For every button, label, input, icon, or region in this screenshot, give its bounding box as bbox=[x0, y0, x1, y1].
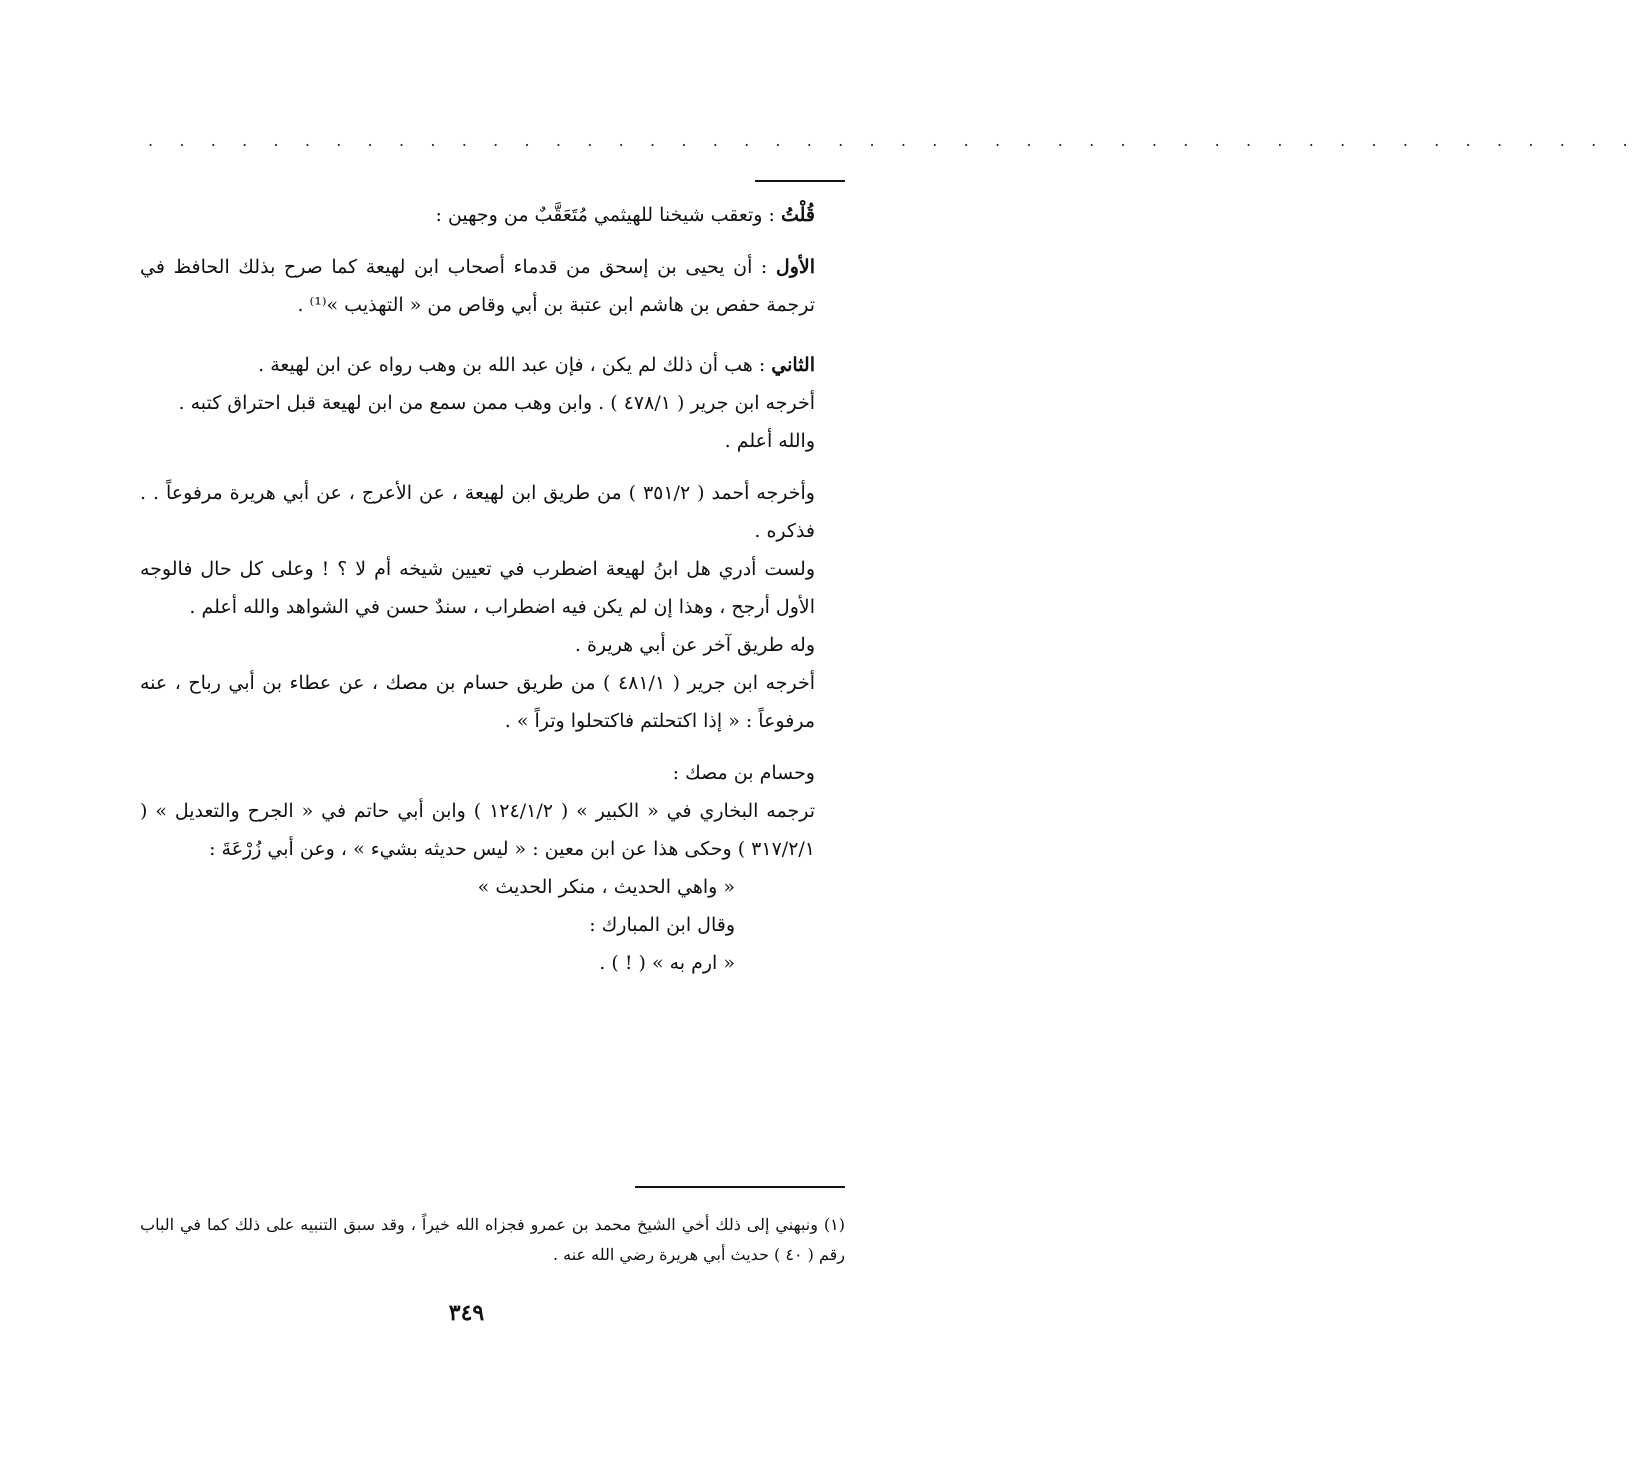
paragraph-tarjamah: ترجمه البخاري في « الكبير » ( ١٢٤/١/٢ ) وابن أبي حاتم في « الجرح والتعديل » ( ٣١٧/٢/١ ) وحكى هذا عن ابن معين : « ليس حديثه بشيء » ، وعن أبي زُرْعَةَ : bbox=[140, 800, 815, 860]
paragraph-ibn-jarir-478: أخرجه ابن جرير ( ٤٧٨/١ ) . وابن وهب ممن سمع من ابن لهيعة قبل احتراق كتبه . bbox=[178, 392, 815, 414]
footnote bbox=[140, 1210, 845, 1270]
paragraph-ahmad-351: وأخرجه أحمد ( ٣٥١/٢ ) من طريق ابن لهيعة ، عن الأعرج ، عن أبي هريرة مرفوعاً . . فذكره . bbox=[140, 482, 815, 542]
quote-wahi-alhadith: « واهي الحديث ، منكر الحديث » bbox=[477, 876, 735, 898]
paragraph-ibn-mubarak: وقال ابن المبارك : bbox=[589, 914, 735, 936]
paragraph-idtirab: ولست أدري هل ابنُ لهيعة اضطرب في تعيين شيخه أم لا ؟ ! وعلى كل حال فالوجه الأول أرجح ، وهذا إن لم يكن فيه اضطراب ، سندٌ حسن في الشواهد والله أعلم . bbox=[140, 558, 815, 618]
paragraph-qultu: قُلْتُ : وتعقب شيخنا للهيثمي مُتَعَقَّبٌ من وجهين : bbox=[435, 204, 815, 226]
paragraph-first-point: الأول : أن يحيى بن إسحق من قدماء أصحاب ابن لهيعة كما صرح بذلك الحافظ في ترجمة حفص بن هاشم ابن عتبة بن أبي وقاص من « التهذيب »⁽¹⁾ . bbox=[140, 256, 815, 316]
paragraph-another-route: وله طريق آخر عن أبي هريرة . bbox=[574, 634, 815, 656]
page-number: ٣٤٩ bbox=[448, 1300, 485, 1326]
paragraph-hussam-heading: وحسام بن مصك : bbox=[672, 762, 815, 784]
short-top-rule bbox=[755, 180, 845, 182]
paragraph-allah-alam: والله أعلم . bbox=[724, 430, 815, 452]
paragraph-ibn-jarir-481: أخرجه ابن جرير ( ٤٨١/١ ) من طريق حسام بن مصك ، عن عطاء بن أبي رباح ، عنه مرفوعاً : « إذا اكتحلتم فاكتحلوا وتراً » . bbox=[140, 672, 816, 732]
quote-irm-bihi: « ارم به » ( ! ) . bbox=[599, 952, 735, 974]
dotted-separator: . . . . . . . . . . . . . . . . . . . . . . . . . . . . . . . . . . . . . . . . . . . . . . . . bbox=[148, 131, 1638, 150]
footnote-text: (١) ونبهني إلى ذلك أخي الشيخ محمد بن عمرو فجزاه الله خيراً ، وقد سبق التنبيه على ذلك كما في الباب رقم ( ٤٠ ) حديث أبي هريرة رضي الله عنه . bbox=[140, 1215, 846, 1264]
footnote-rule bbox=[635, 1186, 845, 1188]
main-text bbox=[140, 196, 845, 982]
paragraph-second-point: الثاني : هب أن ذلك لم يكن ، فإن عبد الله بن وهب رواه عن ابن لهيعة . bbox=[258, 354, 815, 376]
